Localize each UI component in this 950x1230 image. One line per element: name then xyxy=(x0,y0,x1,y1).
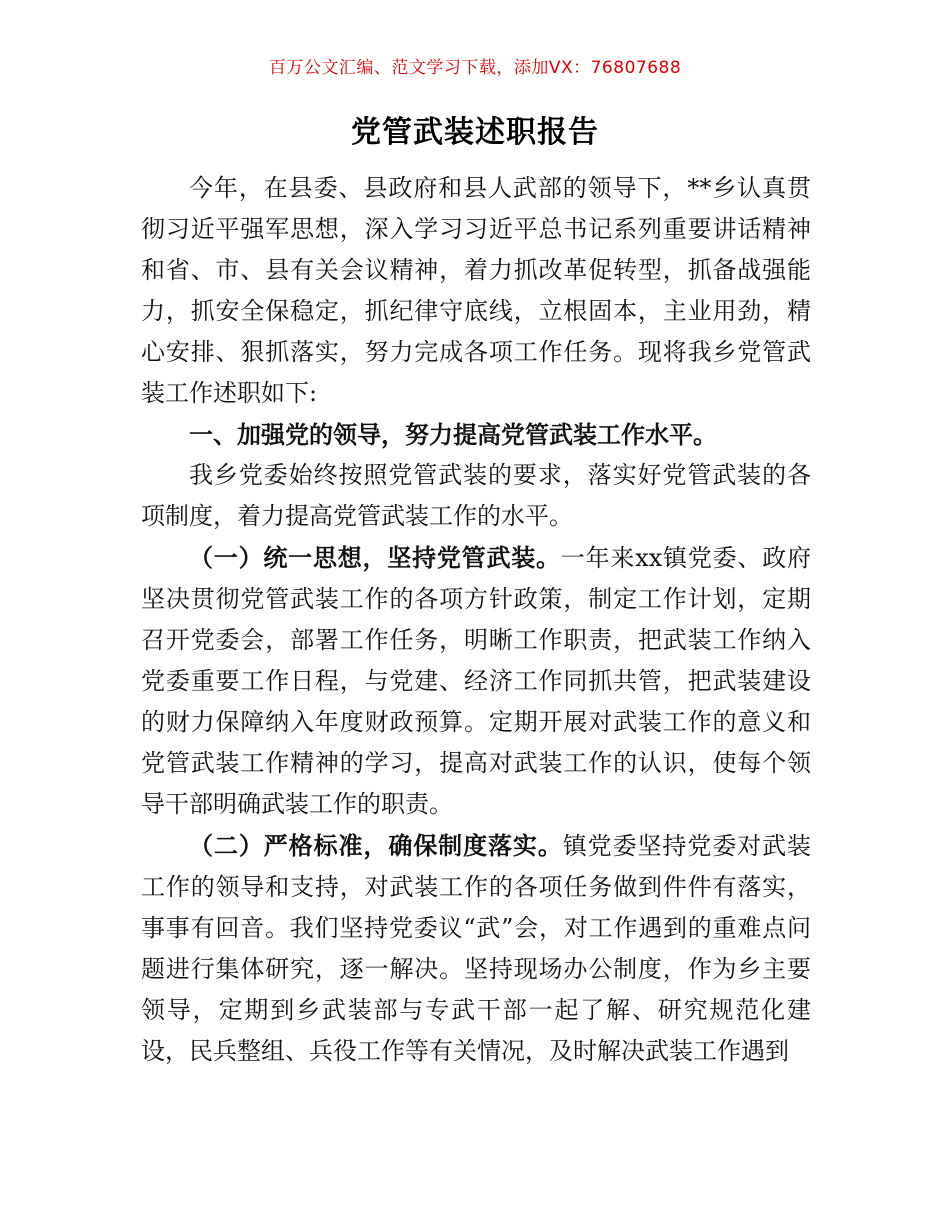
watermark-header: 百万公文汇编、范文学习下载，添加VX：76807688 xyxy=(268,58,682,78)
section-1-intro-paragraph: 我乡党委始终按照党管武装的要求，落实好党管武装的各项制度，着力提高党管武装工作的水平。 xyxy=(141,461,811,530)
subsection-1-paragraph xyxy=(141,537,811,825)
subsection-1-text: 一年来xx镇党委、政府坚决贯彻党管武装工作的各项方针政策，制定工作计划，定期召开党委会，部署工作任务，明晰工作职责，把武装工作纳入党委重要工作日程，与党建、经济工作同抓共管，把武装建设的财力保障纳入年度财政预算。定期开展对武装工作的意义和党管武装工作精神的学习，提高对武装工作的认识，使每个领导干部明确武装工作的职责。 xyxy=(141,544,811,818)
subsection-1-heading: （一）统一思想，坚持党管武装。 xyxy=(189,543,561,572)
section-heading-1: 一、加强党的领导，努力提高党管武装工作水平。 xyxy=(189,420,717,449)
subsection-2-heading: （二）严格标准，确保制度落实。 xyxy=(189,831,563,860)
subsection-2-text: 镇党委坚持党委对武装工作的领导和支持，对武装工作的各项任务做到件件有落实，事事有回音。我们坚持党委议“武”会，对工作遇到的重难点问题进行集体研究，逐一解决。坚持现场办公制度，作为乡主要领导，定期到乡武装部与专武干部一起了解、研究规范化建设，民兵整组、兵役工作等有关情况，及时解决武装工作遇到 xyxy=(141,832,811,1065)
subsection-2-paragraph xyxy=(141,825,811,1072)
page-title: 党管武装述职报告 xyxy=(351,115,599,150)
document-body xyxy=(141,168,811,1072)
intro-paragraph: 今年，在县委、县政府和县人武部的领导下，**乡认真贯彻习近平强军思想，深入学习习近平总书记系列重要讲话精神和省、市、县有关会议精神，着力抓改革促转型，抓备战强能力，抓安全保稳定，抓纪律守底线，立根固本，主业用劲，精心安排、狠抓落实，努力完成各项工作任务。现将我乡党管武装工作述职如下: xyxy=(141,174,811,407)
